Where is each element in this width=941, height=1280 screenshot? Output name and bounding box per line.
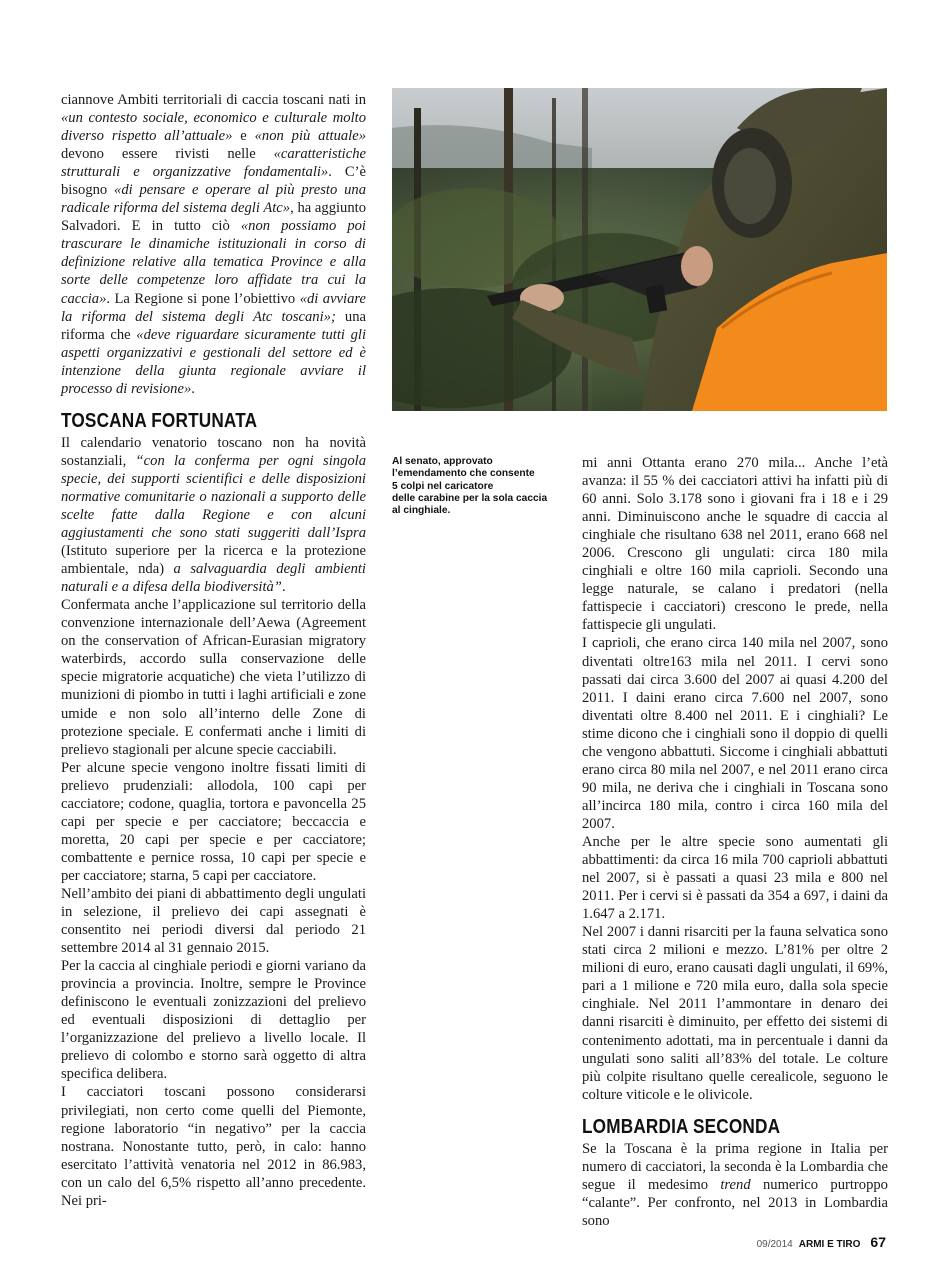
right-paragraph-1: mi anni Ottanta erano 270 mila... Anche l’età avanza: il 55 % dei cacciatori attivi ha infatti più di 60 anni. Solo 3.178 sono i giovani fra i 18 e i 29 anni. Diminuiscono anche le squadre di caccia al cinghiale che risultano 638 nel 2011, erano 668 nel 2006. Crescono gli ungulati: circa 180 mila cinghiali e oltre 160 mila caprioli. Secondo una legge naturale, se calano i predatori (nella fattispecie i cacciatori) crescono le prede, nella fattispecie gli ungulati. <box>582 455 888 634</box>
right-paragraph-5: Se la Toscana è la prima regione in Italia per numero di cacciatori, la seconda è la Lombardia che segue il medesimo trend numerico purtroppo “calante”. Per confronto, nel 2013 in Lombardia sono <box>582 1140 888 1229</box>
left-paragraph-6: Per la caccia al cinghiale periodi e giorni variano da provincia a provincia. Inoltre, sempre le Province definiscono le eventuali zonizzazioni del prelievo ed eventuali disposizioni di dettaglio per l’organizzazione del prelievo a livello locale. Il prelievo di colombo e storno sarà oggetto di altra specifica delibera. <box>61 958 366 1083</box>
left-text-column <box>61 91 366 1210</box>
left-paragraph-2: Il calendario venatorio toscano non ha novità sostanziali, “con la conferma per ogni singola specie, dei supporti scientifici e delle disposizioni normative comunitarie o nazionali a supporto delle scelte fatte dalla Regione e con alcuni aggiustamenti che sono stati suggeriti dall’Ispra (Istituto superiore per la ricerca e la protezione ambientale, nda) a salvaguardia degli ambienti naturali e a difesa della biodiversità”. <box>61 434 366 596</box>
left-paragraph-5: Nell’ambito dei piani di abbattimento degli ungulati in selezione, il prelievo dei capi assegnati è consentito nei periodi diversi dal periodo 21 settembre 2014 al 31 gennaio 2015. <box>61 885 366 957</box>
hunter-photo <box>392 88 887 411</box>
left-paragraph-1: ciannove Ambiti territoriali di caccia toscani nati in «un contesto sociale, economico e culturale molto diverso rispetto all’attuale» e «non più attuale» devono essere rivisti nelle «caratteristiche strutturali e organizzative fondamentali». C’è bisogno «di pensare e operare al più presto una radicale riforma del sistema degli Atc», ha aggiunto Salvadori. E in tutto ciò «non possiamo poi trascurare le dinamiche istituzionali in corso di definizione relative alla tematica Province e alla sorte delle competenze loro affidate tra cui la caccia». La Regione si pone l’obiettivo «di avviare la riforma del sistema degli Atc toscani»; una riforma che «deve riguardare sicuramente tutti gli aspetti organizzativi e gestionali del settore ed è intenzione della giunta regionale avviare il processo di revisione». <box>61 92 367 397</box>
right-paragraph-4: Nel 2007 i danni risarciti per la fauna selvatica sono stati circa 2 milioni e mezzo. L’81% per oltre 2 milioni di euro, erano causati dagli ungulati, il 69%, pari a 1 milione e 720 mila euro, dalla sola specie cinghiale. Nel 2011 l’ammontare in denaro dei danni risarciti è diminuito, per effetto dei sistemi di contenimento adottati, ma in percentuale i danni da ungulati sono saliti all’83% del totale. Le colture più colpite risultano quelle cerealicole, seguono le colture viticole e le olivicole. <box>582 924 888 1103</box>
left-paragraph-3: Confermata anche l’applicazione sul territorio della convenzione internazionale dell’Aewa (Agreement on the conservation of African-Eurasian migratory waterbirds, accordo sulla conservazione delle specie migratorie acquatiche) che vieta l’utilizzo di munizioni di piombo in tutti i laghi artificiali e zone umide e non solo all’interno delle Zone di protezione speciale. E confermati anche i limiti di prelievo stagionali per alcune specie cacciabili. <box>61 597 366 758</box>
magazine-name: ARMI E TIRO <box>798 1239 861 1250</box>
left-paragraph-7: I cacciatori toscani possono considerarsi privilegiati, non certo come quelli del Piemonte, regione laboratorio “in negativo” per la caccia nostrana. Nonostante tutto, però, in calo: hanno esercitato l’attività venatoria nel 2012 in 86.983, con un calo del 6,5% rispetto all’anno precedente. Nei pri- <box>61 1084 366 1209</box>
left-paragraph-4: Per alcune specie vengono inoltre fissati limiti di prelievo prudenziali: allodola, 100 capi per cacciatore; codone, quaglia, tortora e pavoncella 25 capi per specie e per cacciatore; beccaccia e moretta, 20 capi per specie e per cacciatore; combattente e pernice rossa, 10 capi per specie e per cacciatore; starna, 5 capi per cacciatore. <box>61 759 366 884</box>
right-paragraph-2: I caprioli, che erano circa 140 mila nel 2007, sono diventati oltre163 mila nel 2011. I cervi sono passati dai circa 3.600 del 2007 ai quasi 4.200 del 2011. I daini erano circa 7.600 nel 2007, sono diventati oltre 8.400 nel 2011. E i cinghiali? Le stime dicono che i cinghiali sono il doppio di quelli che vengono abbattuti. Siccome i cinghiali abbattuti erano circa 80 mila nel 2007, e nel 2011 erano circa 90 mila, ne deriva che i cinghiali in Toscana sono all’incirca 180 mila, contro i circa 160 mila del 2007. <box>582 635 888 832</box>
section-heading-lombardia: LOMBARDIA SECONDA <box>582 1115 781 1138</box>
photo-caption: Al senato, approvato l’emendamento che consente 5 colpi nel caricatore delle carabine per la sola caccia al cinghiale. <box>392 456 548 517</box>
issue-date: 09/2014 <box>756 1239 793 1250</box>
section-heading-toscana: TOSCANA FORTUNATA <box>61 409 258 432</box>
hunter-aiming-rifle-illustration <box>392 88 887 411</box>
right-text-column <box>582 454 888 1230</box>
page-number: 67 <box>870 1234 886 1250</box>
page-footer <box>757 1234 886 1250</box>
right-paragraph-3: Anche per le altre specie sono aumentati gli abbattimenti: da circa 16 mila 700 caprioli abbattuti nel 2007, si è passati a quasi 23 mila e 800 nel 2011. Per i cervi si è passati da 354 a 697, i daini da 1.647 a 2.171. <box>582 833 888 923</box>
